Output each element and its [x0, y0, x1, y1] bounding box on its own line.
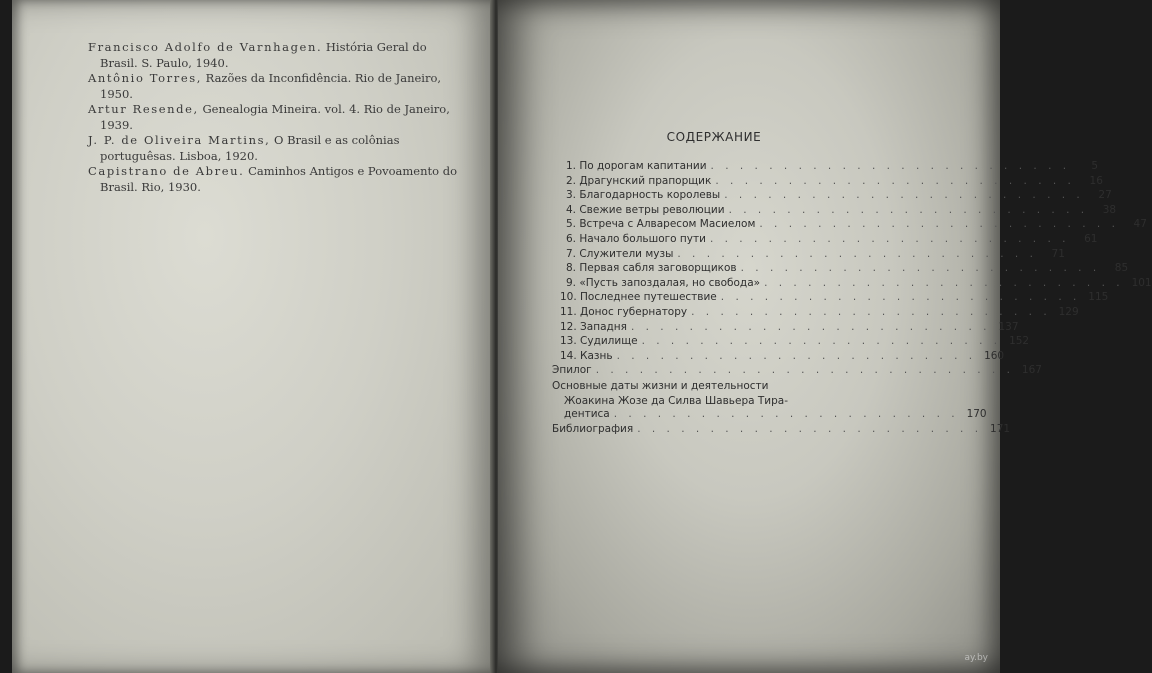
toc-item-page: 16 [1089, 174, 1103, 187]
bibliography-entry [88, 102, 458, 133]
bibliography-entry [88, 40, 458, 71]
toc-leader-dots: . . . . . . . . . . . . . . . . . . . . . . . . . [759, 218, 1119, 231]
toc-item-page: 170 [966, 408, 987, 421]
toc-leader-dots: . . . . . . . . . . . . . . . . . . . . . . . . . [715, 174, 1075, 187]
toc-item-page: 137 [998, 320, 1019, 333]
bibliography-title: Caminhos Antigos e Povoamento do Brasil. Rio, 1930. [100, 164, 457, 194]
toc-item [552, 320, 1019, 336]
bibliography-title: História Geral do Brasil. S. Paulo, 1940. [100, 40, 427, 70]
toc-item-page: 160 [984, 349, 1005, 362]
toc-dates-line: Жоакина Жозе да Силва Шавьера Тира- [564, 394, 789, 407]
toc-item [552, 349, 1005, 365]
toc-item-page: 61 [1084, 232, 1098, 245]
toc-leader-dots: . . . . . . . . . . . . . . . . . . . . . . . . . [764, 276, 1124, 289]
toc-item [552, 335, 1030, 350]
toc-item-label: 13. Судилище [560, 335, 638, 348]
toc-item-page: 71 [1051, 247, 1065, 260]
toc-item [552, 174, 1103, 190]
toc-item [552, 232, 1098, 248]
toc-item-label: 4. Свежие ветры революции [566, 203, 725, 216]
bibliography-title: Razões da Inconfidência. Rio de Janeiro, 1950. [100, 71, 442, 101]
toc-item-label: Эпилог [552, 364, 592, 377]
toc-leader-dots: . . . . . . . . . . . . . . . . . . . . . . . . . [710, 160, 1071, 172]
toc-item-page: 5 [1091, 160, 1099, 172]
bibliography-author: Capistrano de Abreu. [88, 164, 245, 178]
toc-title: СОДЕРЖАНИЕ [666, 130, 762, 144]
toc-item-page: 171 [990, 422, 1011, 435]
toc-item-page: 27 [1098, 189, 1112, 202]
bibliography-author: Francisco Adolfo de Varnhagen. [88, 40, 323, 54]
toc-leader-dots: . . . . . . . . . . . . . . . . . . . . . . . . . [630, 320, 991, 333]
toc-item-label: 5. Встреча с Алваресом Масиелом [566, 218, 756, 231]
toc-item [552, 160, 1099, 175]
toc-item-label: 12. Западня [560, 320, 627, 333]
toc-item-page: 47 [1133, 218, 1147, 231]
toc-item-page: 129 [1058, 305, 1079, 318]
toc-leader-dots: . . . . . . . . . . . . . . . . . . . . . . . . [613, 408, 959, 421]
toc-item [552, 189, 1112, 204]
toc-item-page: 167 [1021, 364, 1042, 377]
toc-leader-dots: . . . . . . . . . . . . . . . . . . . . . . . . . [728, 203, 1089, 216]
toc-item-page: 38 [1102, 203, 1117, 216]
toc-item [552, 247, 1065, 263]
toc-dates-line: дентиса [564, 408, 610, 421]
toc-item-bibliography [552, 422, 1011, 438]
bibliography-author: J. P. de Oliveira Martins, [88, 133, 271, 147]
table-of-contents [552, 130, 1152, 437]
toc-item-page: 101 [1131, 276, 1152, 289]
toc-item [552, 291, 1109, 306]
toc-item-label: 11. Донос губернатору [560, 305, 688, 318]
toc-item-label: 10. Последнее путешествие [560, 291, 717, 304]
bibliography-entry [88, 133, 458, 164]
toc-item [552, 276, 1152, 292]
toc-leader-dots: . . . . . . . . . . . . . . . . . . . . . . . . . [709, 232, 1070, 245]
toc-item-page: 85 [1114, 262, 1129, 275]
toc-dates-line: Основные даты жизни и деятельности [552, 379, 769, 392]
bibliography-title: O Brasil e as colônias portuguêsas. Lisboa, 1920. [100, 133, 400, 163]
toc-item-label: 1. По дорогам капитании [566, 160, 707, 172]
bibliography-author: Antônio Torres, [88, 71, 202, 85]
toc-leader-dots: . . . . . . . . . . . . . . . . . . . . . . . . . [616, 349, 977, 362]
toc-item [552, 203, 1117, 219]
toc-leader-dots: . . . . . . . . . . . . . . . . . . . . . . . . . [724, 189, 1084, 202]
toc-item-label: 7. Служители музы [566, 247, 674, 260]
toc-item [552, 364, 1042, 379]
toc-leader-dots: . . . . . . . . . . . . . . . . . . . . . . . . . . . . . [595, 364, 1014, 377]
toc-item-label: 9. «Пусть запоздалая, но свобода» [566, 276, 761, 289]
toc-leader-dots: . . . . . . . . . . . . . . . . . . . . . . . . . [677, 247, 1037, 260]
left-page [12, 0, 494, 673]
toc-item-dates [552, 379, 846, 408]
toc-item [552, 262, 1129, 277]
toc-leader-dots: . . . . . . . . . . . . . . . . . . . . . . . . . [720, 291, 1081, 304]
toc-item-page: 115 [1088, 291, 1109, 304]
bibliography-author: Artur Resende, [88, 102, 199, 116]
toc-item [552, 305, 1079, 321]
toc-item-dates-end [552, 408, 987, 423]
toc-item-label: 3. Благодарность королевы [566, 189, 721, 202]
toc-item-page: 152 [1009, 335, 1030, 348]
toc-item-label: 14. Казнь [560, 349, 613, 362]
toc-item [552, 218, 1147, 233]
toc-item-label: 6. Начало большого пути [566, 232, 706, 245]
toc-item-label: 8. Первая сабля заговорщиков [566, 262, 737, 275]
bibliography-title: Genealogia Mineira. vol. 4. Rio de Janeiro, 1939. [100, 102, 450, 132]
bibliography-entry [88, 71, 458, 102]
toc-item-label: Библиография [552, 422, 634, 435]
bibliography-entry [88, 164, 458, 195]
toc-leader-dots: . . . . . . . . . . . . . . . . . . . . . . . . [637, 422, 983, 435]
toc-leader-dots: . . . . . . . . . . . . . . . . . . . . . . . . . [691, 305, 1051, 318]
watermark: ay.by [964, 653, 988, 663]
toc-item-label: 2. Драгунский прапорщик [566, 174, 712, 187]
toc-leader-dots: . . . . . . . . . . . . . . . . . . . . . . . . . [641, 335, 1002, 348]
bibliography-list [88, 40, 458, 195]
toc-leader-dots: . . . . . . . . . . . . . . . . . . . . . . . . . [740, 262, 1101, 275]
